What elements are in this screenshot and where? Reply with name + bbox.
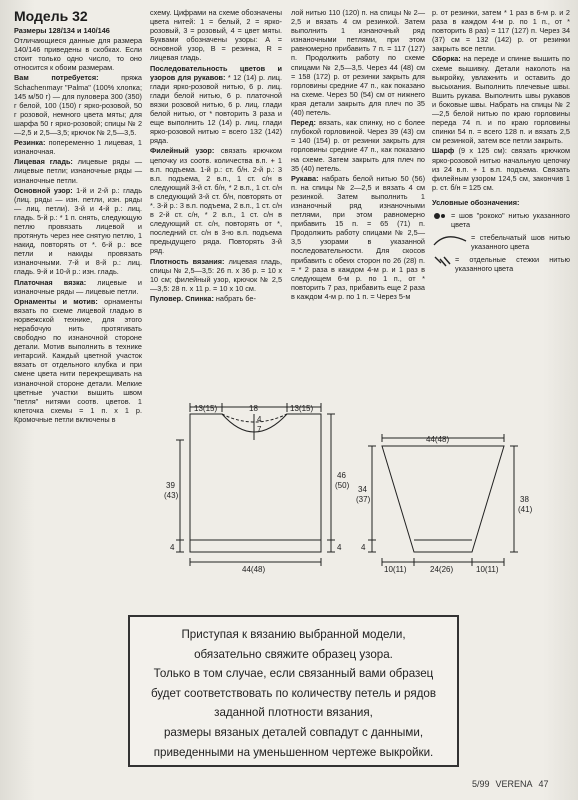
model-title: Модель 32: [14, 8, 88, 24]
body-width-label: 44(48): [242, 565, 266, 574]
col4-continuation: р. от резинки, затем * 1 раз в 6-м р. и 2 раза в каждом 4-м р. по 1 п., от * повторить 8 раз) = 117 (127) п. Через 34 (37) см = 132 (142) р. от резинки закрыть все петли.: [432, 8, 570, 54]
front-height-label: 39 (43): [164, 481, 179, 500]
shoulder-left-label: 13(15): [194, 404, 218, 413]
pullover-schematic: [150, 400, 370, 575]
sleeve-rib-label: 4: [361, 543, 366, 552]
magazine-name: VERENA: [495, 779, 533, 789]
materials-label: Вам потребуется:: [14, 73, 99, 83]
main-pattern-label: Основной узор:: [14, 185, 73, 195]
assembly-label: Сборка:: [432, 54, 461, 64]
column-2: [150, 8, 282, 304]
stock-label: Лицевая гладь:: [14, 157, 73, 167]
legend: [432, 198, 570, 274]
notice-line-5: заданной плотности вязания,: [214, 706, 373, 720]
shoulder-right-label: 13(15): [290, 404, 314, 413]
stock-text: лицевые ряды — лицевые петли; изнаночные ряды — изнаночные петли.: [14, 157, 143, 185]
back-text: набрать бе-: [215, 293, 256, 303]
motif-text: орнаменты вязать по схеме лицевой гладью в норвежской технике, для этого нерабочую нить протягивать свободно по изнаночной стороне детали. Мотив выполнить в технике интарсий. Каждый цветной участок вязать от отдельного клубка и при смене цвета нити перекрещивать на изнаночной стороне детали. Мелкие цветные участки вышить швом "петля" нитями соотв. цветов. 1 клеточка схемы = 1 п. х 1 р. Кромочные петли включены в: [14, 296, 142, 424]
sequence-label: Последовательность цветов и узоров для рукавов:: [150, 63, 282, 82]
legend-row-stem: [432, 233, 570, 251]
stem-stitch-icon: [432, 233, 468, 247]
legend-row-single: [432, 255, 570, 273]
single-stitch-icon: [432, 255, 452, 269]
page-footer: [472, 779, 555, 789]
sizes-text: Отличающиеся данные для размера 140/146 приведены в скобках. Если стоит только одно число, то оно относится к обоим размерам.: [14, 36, 142, 73]
main-pattern-text-2: 3-й и 4-й р.: лиц. гладь. 5-й р.: * 1 п. снять, следующую петлю провязать лицевой и протянуть через нее снятую петлю, 1 накид, повторять от *. 6-й р.: все петли и накиды провязать изнаночными. 7-й и 8-й р.: лиц. гладь. 9-й и 10-й р.: изн. гладь.: [14, 203, 142, 277]
issue-number: 5/99: [472, 779, 490, 789]
filet-label: Филейный узор:: [150, 146, 215, 156]
legend-single-text: = отдельные стежки нитью указанного цвета: [455, 255, 570, 274]
rib-right-label: 4: [337, 543, 342, 552]
neck-depth-back-label: 4: [257, 415, 262, 424]
column-1: [14, 8, 142, 425]
main-pattern-text-1: 1-й и 2-й р.: гладь (лиц. ряды — изн. петли, изн. ряды — лиц. петли).: [14, 185, 142, 213]
legend-stem-text: = стебельчатый шов нитью указанного цвета: [471, 233, 570, 252]
sleeves-label: Рукава:: [291, 173, 319, 183]
rib-left-label: 4: [170, 543, 175, 552]
rococo-stitch-icon: [432, 211, 448, 221]
scarf-label: Шарф: [432, 146, 455, 156]
sleeves-text: набрать белой нитью 50 (56) п. на спицы № 2—2,5 и вязать 4 см резинкой. Затем выполнить 1 изнаночный ряд изнаночными петлями, при этом равномерно прибавить 15 п. = 65 (71) п. Продолжить работу спицами № 2,5—3,5 узорами в указанной последовательности. Для скосов прибавить с обеих сторон по 26 (28) п. = * 2 раза в каждом 4-м р. и 1 раз в следующем 6-м р. по 1 п., от * повторить 7 раз, прибавить еще 2 раза в каждом 4-м р. по 1 п. = Через 5-м: [291, 173, 425, 301]
assembly-text: на переде и спинке вышить по схеме вышивку. Детали наколоть на выкройку, увлажнить и оставить до высыхания. Выполнить плечевые швы. Вшить рукава. Выполнить швы рукавов и боковые швы. Набрать на спицы № 2—2,5 белой нитью по краю горловины переда 74 п. и по краю горловины спинки 54 п. = всего 128 п. и вязать 2,5 см резинкой, затем все петли закрыть.: [432, 54, 570, 146]
legend-title: Условные обозначения:: [432, 197, 520, 207]
back-height-label: 46 (50): [335, 471, 350, 490]
sleeve-bottom-left-label: 10(11): [384, 565, 407, 574]
front-text: вязать, как спинку, но с более глубокой горловиной. Через 39 (43) см = 140 (154) р. от резинки закрыть для горловины средние 47 п., как показано на схеме. Затем закрыть для плеч по 35 (40) петель.: [291, 118, 426, 173]
sleeve-bottom-right-label: 10(11): [476, 565, 499, 574]
neck-depth-label: 7: [257, 425, 262, 434]
sequence-text: * 12 (14) р. лиц. глади ярко-розовой нитью, 6 р. лиц. глади белой нитью, 6 р. платочной вязки розовой нитью, 6 р. лиц. глади белой нитью, от * повторить 3 раза и еще выполнить 12 (14) р. лиц. глади ярко-розовой нитью = всего 132 (142) ряда.: [150, 72, 282, 146]
sleeve-outline: [382, 446, 504, 552]
legend-row-rococo: [432, 211, 570, 229]
sleeve-right-height-label: 38 (41): [518, 495, 533, 514]
gauge-text: лицевая гладь, спицы № 2,5—3,5: 26 п. х 36 р. = 10 х 10 см; филейный узор, крючок № 2,5—3,5: 28 п. х 11 р. = 10 х 10 см.: [150, 256, 282, 293]
front-label: Перед:: [291, 118, 316, 128]
rib-label: Резинка:: [14, 138, 46, 148]
back-label: Пуловер. Спинка:: [150, 293, 214, 303]
pullover-outline: [190, 414, 321, 552]
column-4: [432, 8, 570, 274]
materials-text: пряжа Schachenmayr "Palma" (100% хлопка; 145 м/50 г) — для пуловера 300 (350) г белой, 100 (150) г ярко-розовой, 50 г розовой, немного цвета мяты; для шарфа 50 г ярко-розовой; спицы № 2—2,5 и 2,5—3,5; крючок № 2,5—3,5.: [14, 73, 142, 138]
gauge-label: Плотность вязания:: [150, 256, 225, 266]
notice-line-2: обязательно свяжите образец узора.: [194, 647, 393, 661]
notice-line-7: приведенными на уменьшенном чертеже выкройки.: [153, 745, 434, 759]
sleeve-left-height-label: 34 (37): [356, 485, 371, 504]
notice-text: [130, 625, 457, 762]
sizes-heading: Размеры 128/134 и 140/146: [14, 26, 110, 35]
notice-box: [128, 615, 459, 767]
motif-label: Орнаменты и мотив:: [14, 296, 98, 306]
page-number: 47: [538, 779, 549, 789]
notice-line-4: будет соответствовать по количеству петель и рядов: [150, 686, 437, 700]
garter-label: Платочная вязка:: [14, 277, 87, 287]
scarf-text: (9 х 125 см): связать крючком ярко-розовой нитью начальную цепочку из 24 в.п. + 1 в.п. подъема. Связать филейным узором 124,5 см, закончив 1 р. ст. б/н = 125 см.: [432, 146, 570, 192]
sleeve-schematic: [356, 430, 566, 575]
legend-rococo-text: = шов "рококо" нитью указанного цвета: [451, 210, 570, 230]
sleeve-top-label: 44(48): [426, 435, 450, 444]
rib-text: попеременно 1 лицевая, 1 изнаночная.: [14, 138, 142, 157]
sleeve-bottom-mid-label: 24(26): [430, 565, 454, 574]
filet-text: связать крючком цепочку из соотв. количества в.п. + 1 в.п. подъема. 1-й р.: ст. б/н. 2-й р.: 3 в.п. подъема, 2 в.п., 1 ст. с/н в следующий 3-й ст. б/н, * 2 в.п., 1 ст. с/н в следующий 3-й ст. б/н, повторять от *. 3-й р.: 3 в.п. подъема, 2 в.п., 1 ст. с/н в 2-й ст. с/н, * 2 в.п., 1 ст. с/н в следующий ст. с/н, повторять от *, последний ст. с/н в 3-ю в.п. подъема предыдущего ряда. Повторять 3-й ряд.: [150, 146, 282, 256]
garter-text: лицевые и изнаночные ряды — лицевые петли.: [14, 277, 142, 296]
notice-line-1: Приступая к вязанию выбранной модели,: [181, 628, 406, 641]
neck-width-label: 18: [249, 404, 258, 413]
column-3: [291, 8, 425, 302]
col3-continuation: лой нитью 110 (120) п. на спицы № 2—2,5 и вязать 4 см резинкой. Затем выполнить 1 изнаночный ряд изнаночными петлями, при этом равномерно прибавить 7 п. = 117 (127) п. Продолжить работу по схеме спицами № 2,5—3,5. Через 44 (48) см = 158 (172) р. от резинки закрыть для горловины средние 47 п., как показано на схеме. Через 50 (54) см от нижнего края детали закрыть для плеч по 35 (40) петель.: [291, 8, 425, 118]
col2-continuation: схему. Цифрами на схеме обозначены цвета нитей: 1 = белый, 2 = ярко-розовый, 3 = розовый, 4 = цвет мяты. Буквами обозначены узоры: A = основной узор, B = резинка, R = лицевая гладь.: [150, 8, 282, 63]
notice-line-3: Только в том случае, если связанный вами образец: [153, 667, 434, 681]
notice-line-6: размеры вязаных деталей совпадут с данными,: [163, 725, 424, 739]
